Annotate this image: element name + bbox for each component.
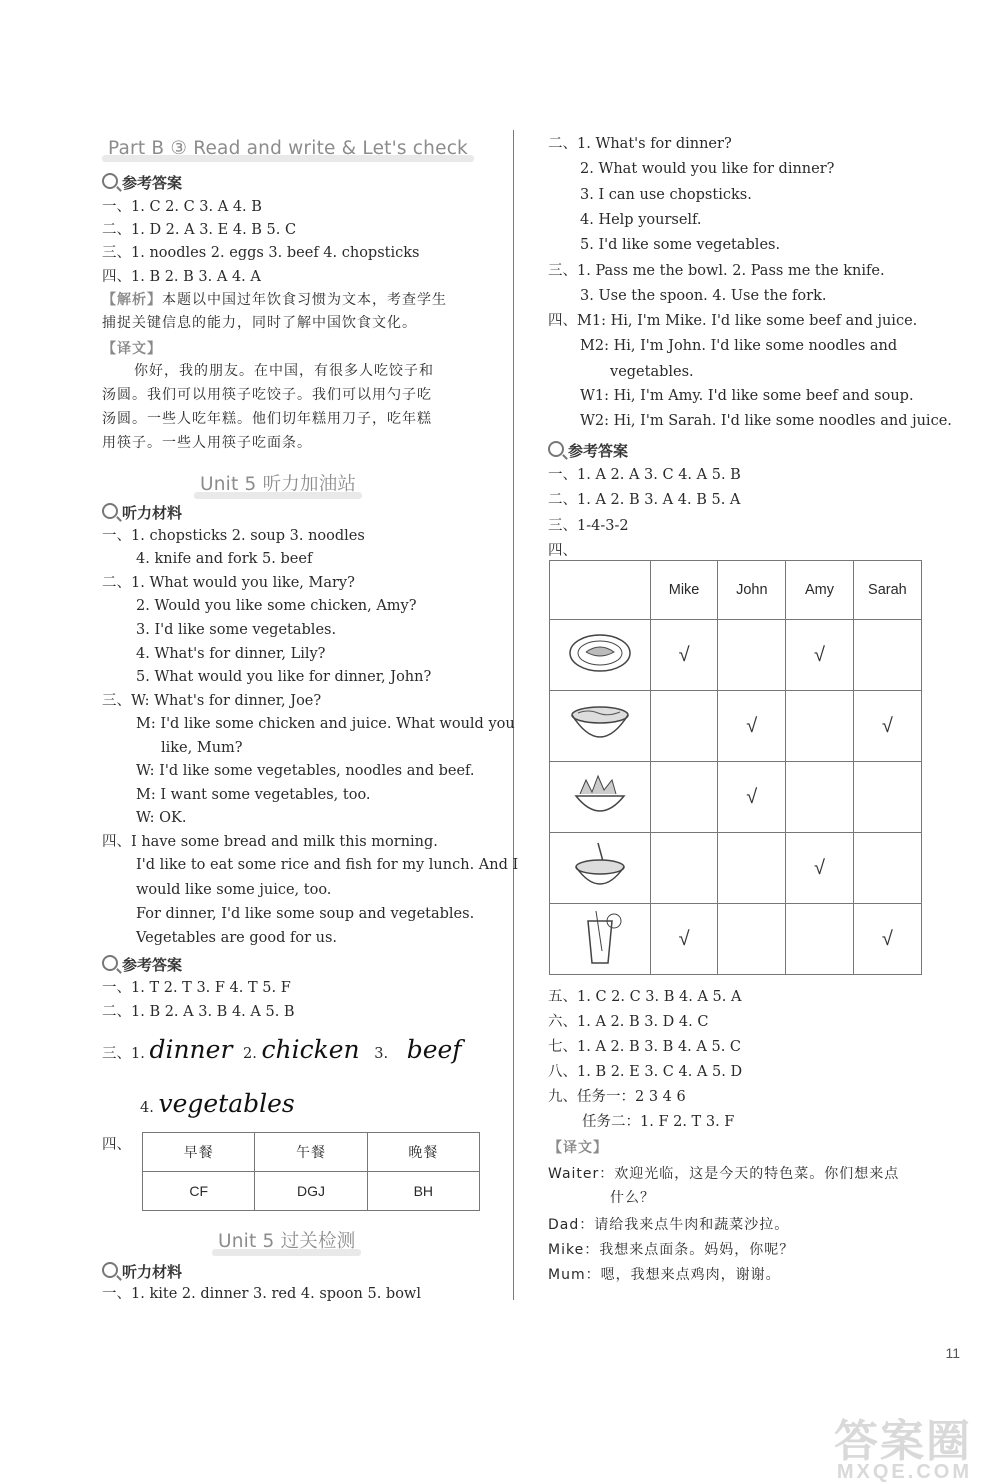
check-cell	[853, 620, 921, 691]
listening-line: 二、1. What would you like, Mary?	[102, 575, 355, 591]
listening-line: would like some juice, too.	[136, 882, 332, 898]
listening-line: W: OK.	[136, 810, 187, 826]
food-choice-table	[549, 560, 922, 975]
check-cell: √	[650, 904, 718, 975]
listening-line: 3. I can use chopsticks.	[580, 187, 752, 203]
listening-line: M: I'd like some chicken and juice. What would you	[136, 716, 515, 732]
listening-line: For dinner, I'd like some soup and vegetables.	[136, 906, 475, 922]
handwritten-word: chicken	[261, 1035, 360, 1064]
beef-dish-icon	[550, 620, 651, 691]
handwritten-word: beef	[406, 1035, 462, 1064]
table-header: 晚餐	[367, 1133, 479, 1172]
magnifier-icon	[548, 441, 564, 457]
translation-line: 汤圆。一些人吃年糕。他们切年糕用刀子，吃年糕	[102, 411, 432, 427]
check-cell	[786, 691, 854, 762]
table-header: Mike	[650, 561, 718, 620]
answer-line: 四、	[548, 543, 577, 559]
answer-line: 六、1. A 2. B 3. D 4. C	[548, 1014, 709, 1030]
check-cell	[650, 691, 718, 762]
listening-line: 四、M1: Hi, I'm Mike. I'd like some beef and juice.	[548, 313, 918, 329]
handwritten-answers-row: 三、1. dinner 2. chicken 3. beef	[102, 1035, 462, 1064]
page-number: 11	[945, 1345, 960, 1361]
check-cell	[718, 620, 786, 691]
magnifier-icon	[102, 1262, 118, 1278]
check-cell	[786, 762, 854, 833]
check-cell	[718, 904, 786, 975]
listening-line: 2. Would you like some chicken, Amy?	[136, 598, 417, 614]
table-header: John	[718, 561, 786, 620]
check-cell	[853, 762, 921, 833]
listening-line: like, Mum?	[161, 740, 243, 756]
analysis-line: 捕捉关键信息的能力，同时了解中国饮食文化。	[102, 315, 417, 331]
answer-line: 九、任务一：2 3 4 6	[548, 1089, 686, 1105]
translation-tag: 【译文】	[548, 1140, 608, 1156]
listening-line: 4. What's for dinner, Lily?	[136, 646, 326, 662]
answer-line: 八、1. B 2. E 3. C 4. A 5. D	[548, 1064, 743, 1080]
answer-line: 三、1-4-3-2	[548, 518, 629, 534]
table-header: Sarah	[853, 561, 921, 620]
magnifier-icon	[102, 173, 118, 189]
table-cell: DGJ	[255, 1172, 367, 1211]
answer-line: 任务二：1. F 2. T 3. F	[582, 1114, 735, 1130]
meal-table	[142, 1132, 480, 1211]
handwritten-word: vegetables	[158, 1089, 295, 1118]
listening-line: 四、I have some bread and milk this morning.	[102, 834, 438, 850]
listening-line: 2. What would you like for dinner?	[580, 161, 835, 177]
check-cell: √	[718, 762, 786, 833]
unit5-test-title: Unit 5 过关检测	[218, 1227, 355, 1253]
table-cell: CF	[143, 1172, 255, 1211]
answer-line: 五、1. C 2. C 3. B 4. A 5. A	[548, 989, 742, 1005]
answer-line: 二、1. D 2. A 3. E 4. B 5. C	[102, 222, 297, 238]
table-header: 早餐	[143, 1133, 255, 1172]
handwritten-answers-row: 4. vegetables	[140, 1089, 295, 1118]
translation-line: 你好，我的朋友。在中国，有很多人吃饺子和	[134, 363, 434, 379]
soup-bowl-icon	[550, 833, 651, 904]
listening-line: W1: Hi, I'm Amy. I'd like some beef and soup.	[580, 388, 914, 404]
listening-line: 4. knife and fork 5. beef	[136, 551, 313, 567]
translation-line: Mum：嗯，我想来点鸡肉，谢谢。	[548, 1267, 781, 1283]
answer-line: 七、1. A 2. B 3. B 4. A 5. C	[548, 1039, 742, 1055]
listening-line: 3. Use the spoon. 4. Use the fork.	[580, 288, 827, 304]
answer-heading: 参考答案	[548, 440, 628, 461]
check-cell: √	[786, 620, 854, 691]
answer-heading: 参考答案	[102, 172, 182, 193]
listening-line: 三、W: What's for dinner, Joe?	[102, 693, 322, 709]
table-header-empty	[550, 561, 651, 620]
translation-line: 用筷子。一些人用筷子吃面条。	[102, 435, 312, 451]
check-cell: √	[786, 833, 854, 904]
table-cell: BH	[367, 1172, 479, 1211]
listening-heading: 听力材料	[102, 1261, 182, 1282]
listening-line: 一、1. chopsticks 2. soup 3. noodles	[102, 528, 365, 544]
magnifier-icon	[102, 955, 118, 971]
answer-line: 一、1. C 2. C 3. A 4. B	[102, 199, 262, 215]
check-cell	[650, 762, 718, 833]
translation-line: 汤圆。我们可以用筷子吃饺子。我们可以用勺子吃	[102, 387, 432, 403]
translation-tag: 【译文】	[102, 341, 162, 357]
juice-glass-icon	[550, 904, 651, 975]
listening-line: M2: Hi, I'm John. I'd like some noodles and	[580, 338, 898, 354]
listening-line: 三、1. Pass me the bowl. 2. Pass me the knife.	[548, 263, 885, 279]
check-cell	[650, 833, 718, 904]
listening-line: W: I'd like some vegetables, noodles and beef.	[136, 763, 475, 779]
translation-line: Waiter：欢迎光临，这是今天的特色菜。你们想来点	[548, 1166, 900, 1182]
check-cell	[786, 904, 854, 975]
translation-line: Dad：请给我来点牛肉和蔬菜沙拉。	[548, 1217, 790, 1233]
magnifier-icon	[102, 503, 118, 519]
answer-line: 四、1. B 2. B 3. A 4. A	[102, 269, 261, 285]
check-cell: √	[650, 620, 718, 691]
listening-line: 5. I'd like some vegetables.	[580, 237, 781, 253]
answer-heading: 参考答案	[102, 954, 182, 975]
listening-line: 5. What would you like for dinner, John?	[136, 669, 432, 685]
part-b-title: Part B ③ Read and write & Let's check	[108, 138, 468, 159]
check-cell	[718, 833, 786, 904]
vegetable-salad-icon	[550, 762, 651, 833]
translation-line: 什么？	[610, 1190, 655, 1206]
check-cell: √	[853, 904, 921, 975]
watermark: 答案圈 MXQE.COM	[834, 1417, 972, 1483]
listening-line: Vegetables are good for us.	[136, 930, 338, 946]
answer-line: 一、1. T 2. T 3. F 4. T 5. F	[102, 980, 291, 996]
listening-line: M: I want some vegetables, too.	[136, 787, 371, 803]
noodle-bowl-icon	[550, 691, 651, 762]
listening-line: vegetables.	[610, 364, 694, 380]
analysis-line: 【解析】本题以中国过年饮食习惯为文本，考查学生	[102, 292, 447, 308]
check-cell: √	[853, 691, 921, 762]
unit5-listening-title: Unit 5 听力加油站	[200, 470, 356, 496]
answer-line: 二、1. A 2. B 3. A 4. B 5. A	[548, 492, 741, 508]
answer-line: 一、1. A 2. A 3. C 4. A 5. B	[548, 467, 741, 483]
listening-line: W2: Hi, I'm Sarah. I'd like some noodles and juice.	[580, 413, 952, 429]
handwritten-word: dinner	[149, 1035, 233, 1064]
translation-line: Mike：我想来点面条。妈妈，你呢？	[548, 1242, 795, 1258]
answer-line: 二、1. B 2. A 3. B 4. A 5. B	[102, 1004, 295, 1020]
listening-line: I'd like to eat some rice and fish for my lunch. And I	[136, 857, 519, 873]
analysis-tag: 【解析】	[102, 292, 162, 308]
answer-line: 三、1. noodles 2. eggs 3. beef 4. chopsticks	[102, 245, 420, 261]
check-cell: √	[718, 691, 786, 762]
listening-heading: 听力材料	[102, 502, 182, 523]
listening-line: 一、1. kite 2. dinner 3. red 4. spoon 5. bowl	[102, 1286, 421, 1302]
table-header: Amy	[786, 561, 854, 620]
listening-line: 3. I'd like some vegetables.	[136, 622, 337, 638]
question-label: 四、	[102, 1137, 131, 1153]
listening-line: 二、1. What's for dinner?	[548, 136, 732, 152]
table-header: 午餐	[255, 1133, 367, 1172]
check-cell	[853, 833, 921, 904]
listening-line: 4. Help yourself.	[580, 212, 702, 228]
